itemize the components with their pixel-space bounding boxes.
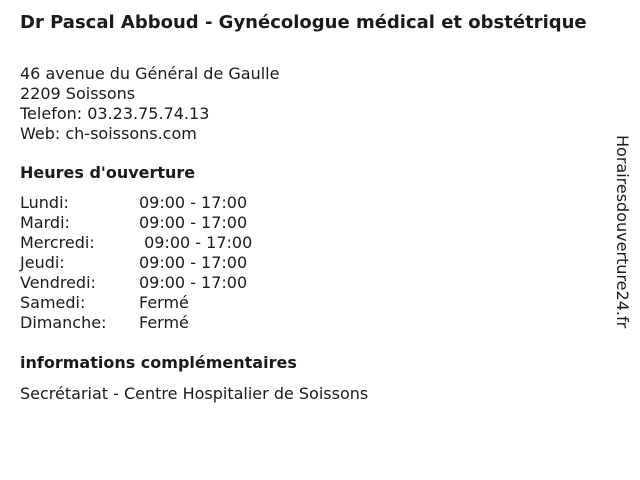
day-label: Lundi:: [20, 193, 69, 212]
hours-row-sunday: [20, 313, 252, 333]
opening-hours-heading: Heures d'ouverture: [20, 163, 196, 182]
additional-info-heading: informations complémentaires: [20, 353, 297, 372]
hours-value: Fermé: [139, 293, 189, 312]
day-label: Vendredi:: [20, 273, 96, 292]
site-watermark: Horairesdouverture24.fr: [613, 135, 632, 329]
hours-value: 09:00 - 17:00: [139, 253, 248, 272]
day-label: Mardi:: [20, 213, 70, 232]
hours-value: 09:00 - 17:00: [139, 213, 248, 232]
phone-number: Telefon: 03.23.75.74.13: [20, 104, 210, 123]
day-label: Samedi:: [20, 293, 86, 312]
hours-value: 09:00 - 17:00: [139, 273, 248, 292]
hours-row-friday: [20, 273, 252, 293]
day-label: Mercredi:: [20, 233, 95, 252]
additional-info-text: Secrétariat - Centre Hospitalier de Soissons: [20, 384, 369, 403]
website-link[interactable]: Web: ch-soissons.com: [20, 124, 197, 143]
day-label: Dimanche:: [20, 313, 107, 332]
opening-hours-table: [20, 193, 252, 333]
address-street: 46 avenue du Général de Gaulle: [20, 64, 280, 83]
hours-row-thursday: [20, 253, 252, 273]
address-block: [20, 64, 279, 144]
hours-value: Fermé: [139, 313, 189, 332]
hours-row-saturday: [20, 293, 252, 313]
hours-value: 09:00 - 17:00: [139, 193, 248, 212]
hours-value: 09:00 - 17:00: [139, 233, 253, 252]
hours-row-monday: [20, 193, 252, 213]
page-title: Dr Pascal Abboud - Gynécologue médical et obstétrique: [20, 12, 587, 33]
hours-row-tuesday: [20, 213, 252, 233]
address-city: 2209 Soissons: [20, 84, 136, 103]
hours-row-wednesday: [20, 233, 252, 253]
day-label: Jeudi:: [20, 253, 65, 272]
